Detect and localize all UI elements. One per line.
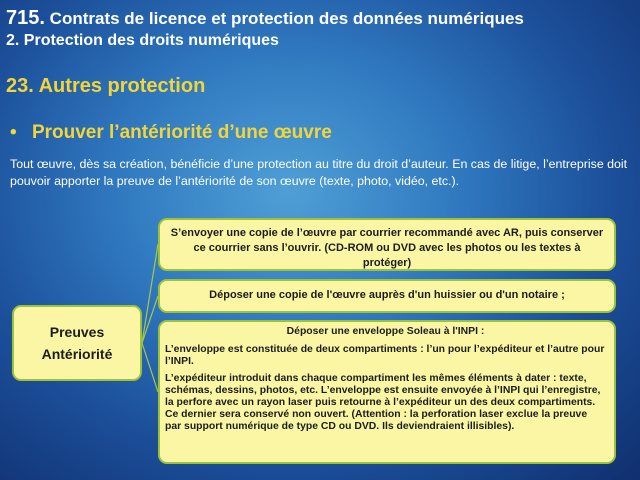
soleau-paragraph-2: L’expéditeur introduit dans chaque compartiment les mêmes éléments à dater : texte, schémas, dessins, photos, etc. L’enveloppe est ensuite envoyée à l’INPI qui l’enregistre, la perfore avec un rayon laser puis retourne à l’expéditeur un des deux compartiments. Ce dernier sera conservé non ouvert. (Attention : la perforation laser exclue la preuve par support numérique de type CD ou DVD. Ils deviendraient illisibles). <box>165 373 601 432</box>
branch-node-bailiff-notary: Déposer une copie de l'œuvre auprès d'un huissier ou d'un notaire ; <box>158 279 616 313</box>
slide-number: 715. <box>6 7 45 29</box>
connector-line-3 <box>142 343 158 392</box>
connector-line-1 <box>142 244 158 343</box>
diagram-root-node <box>12 305 142 381</box>
slide-title <box>6 6 634 31</box>
soleau-paragraph-1: L’enveloppe est constituée de deux compartiments : l’un pour l’expéditeur et l’autre pour l’INPI. <box>165 344 605 367</box>
slide-subtitle: 2. Protection des droits numériques <box>6 32 279 49</box>
connector-line-2 <box>142 296 158 343</box>
branch-node-registered-mail: S’envoyer une copie de l’œuvre par courrier recommandé avec AR, puis conserver ce courrier sans l’ouvrir. (CD-ROM ou DVD avec les photos ou les textes à protéger) <box>158 218 616 271</box>
intro-paragraph: Tout œuvre, dès sa création, bénéficie d’une protection au titre du droit d’auteur. En cas de litige, l’entreprise doit pouvoir apporter la preuve de l’antériorité de son œuvre (texte, photo, vidéo, etc.). <box>10 157 628 188</box>
section-title: 23. Autres protection <box>6 75 206 97</box>
slide-header <box>6 6 634 51</box>
soleau-title: Déposer une enveloppe Soleau à l'INPI : <box>286 326 485 337</box>
root-label-line-1: Preuves <box>49 324 105 340</box>
bullet-heading <box>10 122 332 144</box>
bullet-icon: • <box>10 122 17 143</box>
branch-node-soleau-envelope <box>158 320 616 464</box>
root-label-line-2: Antériorité <box>41 346 113 362</box>
bullet-text: Prouver l’antériorité d’une œuvre <box>31 122 332 143</box>
slide-title-text: Contrats de licence et protection des données numériques <box>49 9 524 28</box>
